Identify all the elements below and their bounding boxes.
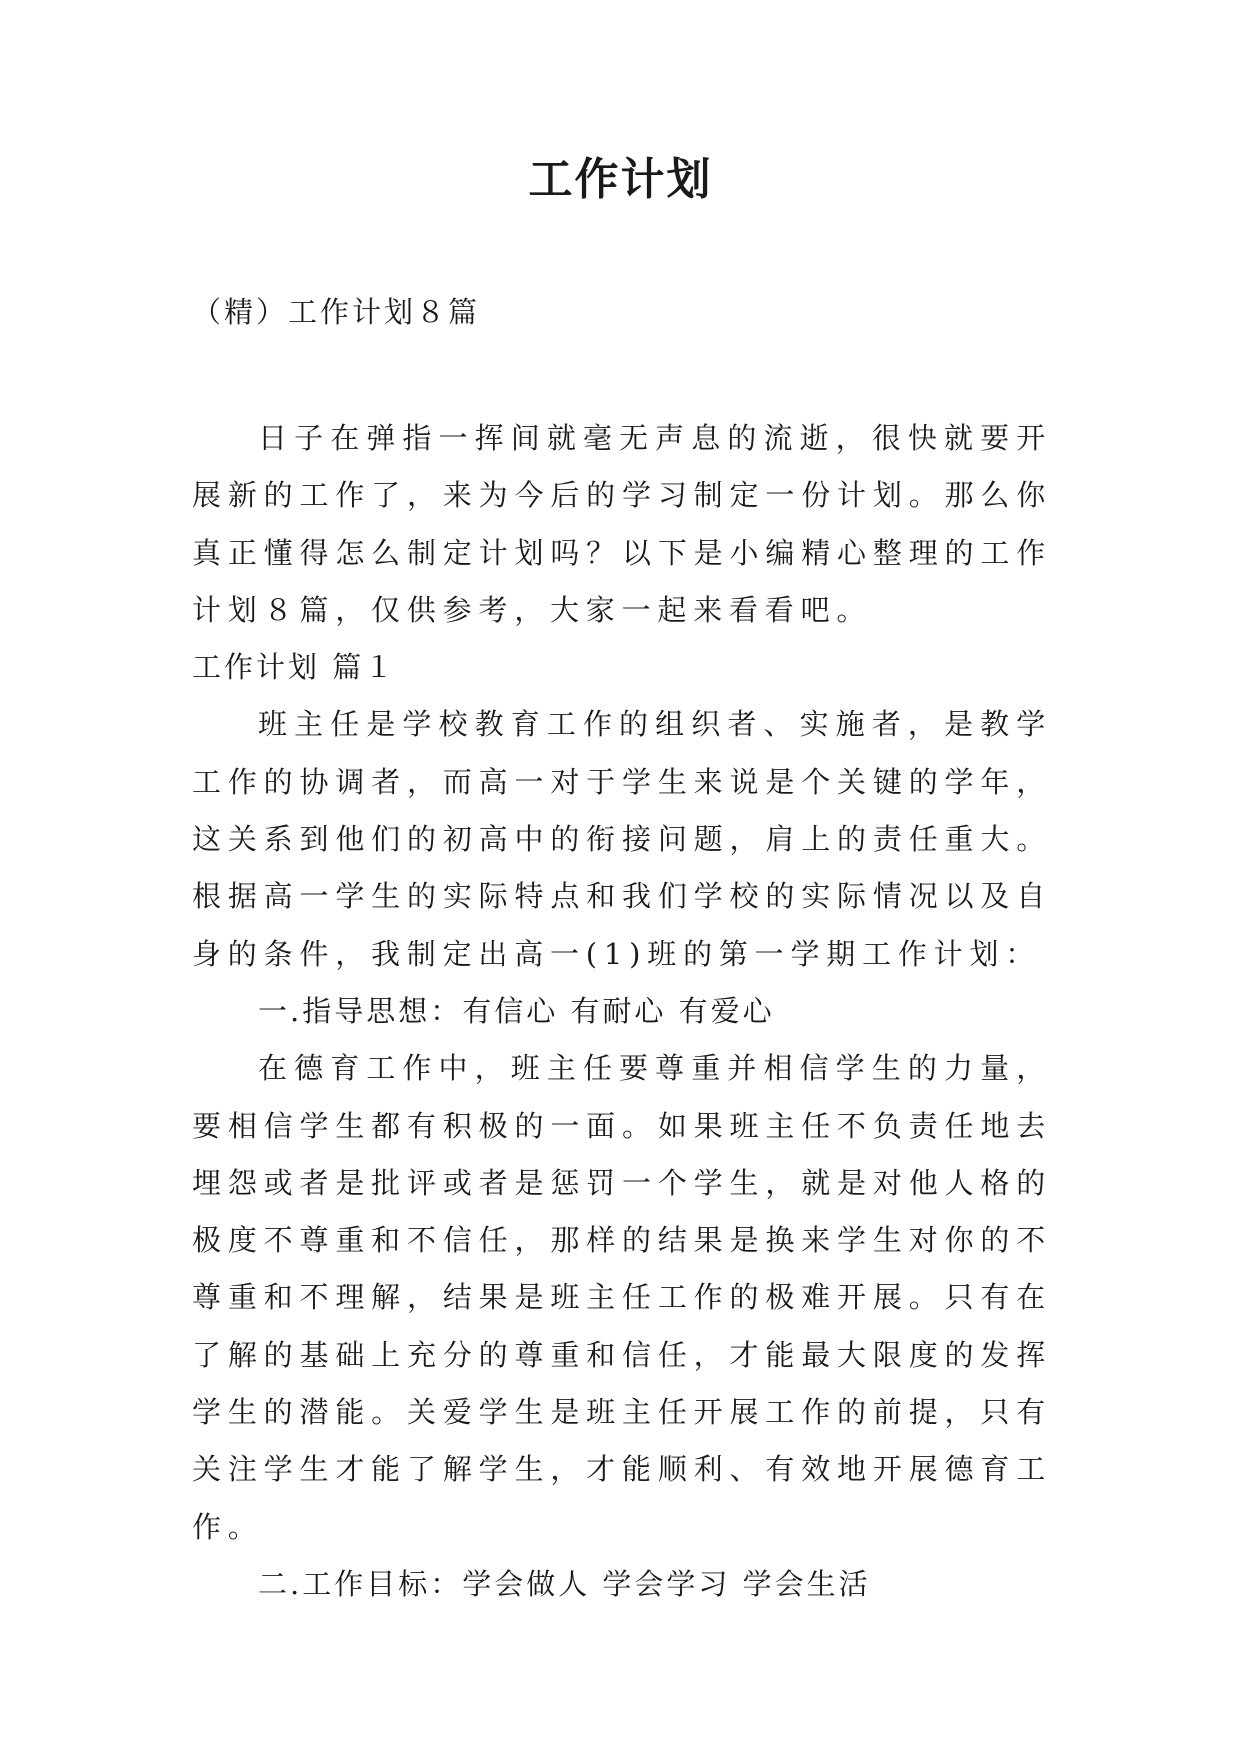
body-paragraph: 班主任是学校教育工作的组织者、实施者，是教学工作的协调者，而高一对于学生来说是个关键的学年，这关系到他们的初高中的衔接问题，肩上的责任重大。根据高一学生的实际特点和我们学校的实际情况以及自身的条件，我制定出高一(1)班的第一学期工作计划： — [192, 707, 1052, 971]
section-heading-part1: 工作计划 篇１ — [192, 650, 397, 685]
document-subtitle: （精）工作计划８篇 — [192, 295, 481, 329]
subheading-guiding-ideology: 一.指导思想：有信心 有耐心 有爱心 — [258, 993, 775, 1028]
subheading-work-goals: 二.工作目标：学会做人 学会学习 学会生活 — [258, 1566, 871, 1601]
body-paragraph: 在德育工作中，班主任要尊重并相信学生的力量，要相信学生都有积极的一面。如果班主任不负责任地去埋怨或者是批评或者是惩罚一个学生，就是对他人格的极度不尊重和不信任，那样的结果是换来学生对你的不尊重和不理解，结果是班主任工作的极难开展。只有在了解的基础上充分的尊重和信任，才能最大限度的发挥学生的潜能。关爱学生是班主任开展工作的前提，只有关注学生才能了解学生，才能顺利、有效地开展德育工作。 — [192, 1051, 1052, 1544]
document-title: 工作计划 — [528, 154, 713, 205]
document-body — [192, 410, 1052, 1613]
intro-paragraph: 日子在弹指一挥间就毫无声息的流逝，很快就要开展新的工作了，来为今后的学习制定一份计划。那么你真正懂得怎么制定计划吗？以下是小编精心整理的工作计划８篇，仅供参考，大家一起来看看吧。 — [192, 421, 1052, 627]
